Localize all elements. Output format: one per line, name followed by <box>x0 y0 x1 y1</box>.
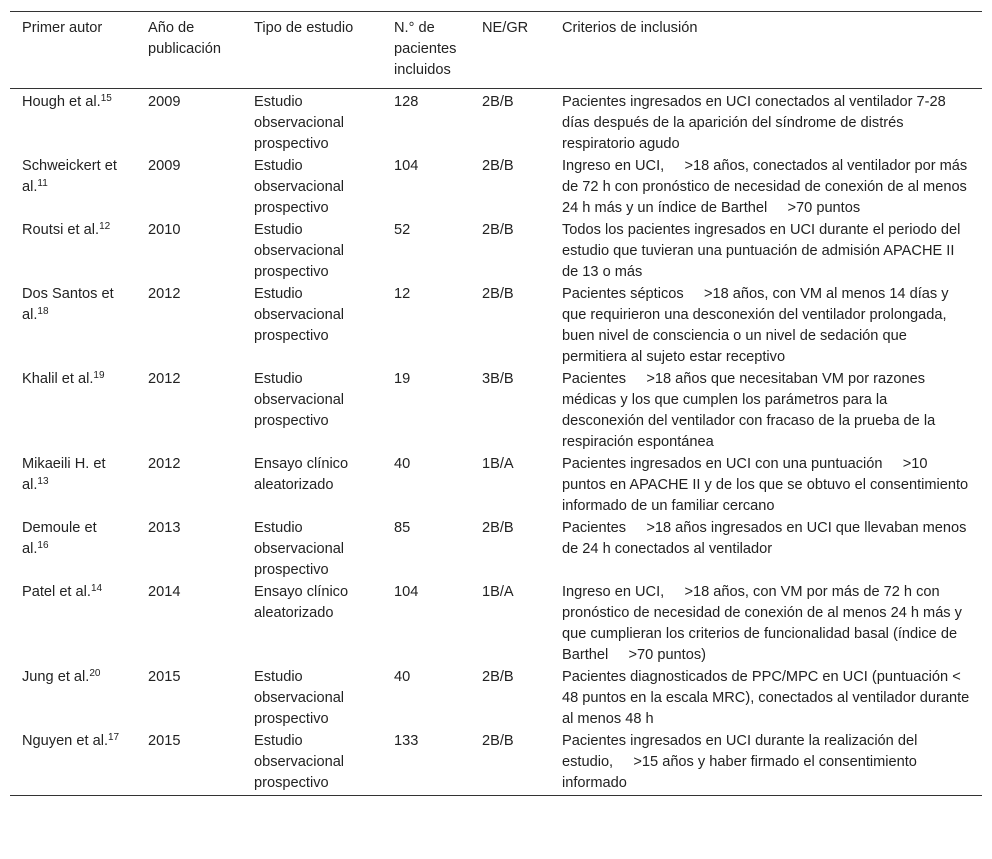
cell-year: 2010 <box>148 222 181 238</box>
cell-level: 2B/B <box>482 669 514 685</box>
reference-number: 13 <box>37 476 49 487</box>
reference-number: 16 <box>37 540 49 551</box>
reference-number: 11 <box>37 178 48 189</box>
cell-year: 2012 <box>148 286 181 302</box>
cell-author <box>10 518 136 582</box>
cell-year: 2012 <box>148 371 181 387</box>
cell-level: 2B/B <box>482 94 514 110</box>
cell-year: 2015 <box>148 733 181 749</box>
reference-number: 17 <box>108 732 120 743</box>
table-row <box>10 731 982 796</box>
cell-patients: 133 <box>394 733 419 749</box>
cell-criteria: Todos los pacientes ingresados en UCI durante el periodo del estudio que tuvieran una puntuación de admisión APACHE II de 13 o más <box>562 222 965 280</box>
cell-year: 2013 <box>148 520 181 536</box>
table-row <box>10 220 982 284</box>
reference-number: 18 <box>37 306 49 317</box>
cell-criteria: Pacientes >18 años que necesitaban VM por razones médicas y los que cumplen los parámetros para la desconexión del ventilador con fracaso de la prueba de la respiración espontánea <box>562 371 940 450</box>
cell-author <box>10 667 136 731</box>
cell-study-type: Estudio observacional prospectivo <box>254 286 345 344</box>
cell-level: 1B/A <box>482 456 514 472</box>
studies-table <box>10 11 982 796</box>
cell-level: 2B/B <box>482 520 514 536</box>
cell-criteria: Pacientes ingresados en UCI conectados al ventilador 7-28 días después de la aparición del síndrome de distrés respiratorio agudo <box>562 94 950 152</box>
cell-criteria: Pacientes >18 años ingresados en UCI que llevaban menos de 24 h conectados al ventilador <box>562 520 971 557</box>
header-author: Primer autor <box>22 20 103 36</box>
cell-author <box>10 731 136 796</box>
cell-criteria: Pacientes ingresados en UCI con una puntuación >10 puntos en APACHE II y de los que se obtuvo el consentimiento informado de un familiar cercano <box>562 456 973 514</box>
cell-patients: 128 <box>394 94 419 110</box>
author-name: Routsi et al. <box>22 222 100 238</box>
studies-table-wrapper <box>10 11 982 796</box>
author-name: Khalil et al. <box>22 371 94 387</box>
cell-patients: 85 <box>394 520 411 536</box>
table-row <box>10 667 982 731</box>
reference-number: 15 <box>100 93 112 104</box>
reference-number: 12 <box>99 221 111 232</box>
cell-author <box>10 454 136 518</box>
cell-patients: 104 <box>394 158 419 174</box>
reference-number: 19 <box>93 370 105 381</box>
cell-patients: 12 <box>394 286 411 302</box>
cell-study-type: Estudio observacional prospectivo <box>254 94 345 152</box>
author-name: Hough et al. <box>22 94 101 110</box>
header-patients: N.° de pacientes incluidos <box>394 20 457 78</box>
table-row <box>10 518 982 582</box>
cell-study-type: Estudio observacional prospectivo <box>254 733 345 791</box>
header-year: Año de publicación <box>148 20 222 57</box>
cell-criteria: Ingreso en UCI, >18 años, con VM por más de 72 h con pronóstico de necesidad de conexión de al menos 24 h más y que cumplieran los criterios de funcionalidad basal (índice de Barthel >70 puntos) <box>562 584 967 663</box>
author-name: Dos Santos et al. <box>22 286 114 323</box>
table-row <box>10 454 982 518</box>
table-row <box>10 284 982 369</box>
cell-criteria: Pacientes ingresados en UCI durante la realización del estudio, >15 años y haber firmado el consentimiento informado <box>562 733 922 791</box>
cell-year: 2015 <box>148 669 181 685</box>
cell-year: 2009 <box>148 158 181 174</box>
cell-year: 2014 <box>148 584 181 600</box>
author-name: Patel et al. <box>22 584 91 600</box>
reference-number: 14 <box>90 583 103 594</box>
cell-criteria: Pacientes diagnosticados de PPC/MPC en UCI (puntuación < 48 puntos en la escala MRC), conectados al ventilador durante al menos 48 h <box>562 669 981 727</box>
cell-level: 2B/B <box>482 158 514 174</box>
author-name: Schweickert et al. <box>22 158 117 195</box>
cell-patients: 40 <box>394 456 411 472</box>
table-row <box>10 582 982 667</box>
cell-level: 3B/B <box>482 371 514 387</box>
cell-author <box>10 156 136 220</box>
header-study-type: Tipo de estudio <box>254 20 354 36</box>
cell-level: 1B/A <box>482 584 514 600</box>
author-name: Jung et al. <box>22 669 90 685</box>
reference-number: 20 <box>89 668 101 679</box>
cell-study-type: Estudio observacional prospectivo <box>254 520 345 578</box>
cell-patients: 40 <box>394 669 411 685</box>
cell-level: 2B/B <box>482 286 514 302</box>
cell-criteria: Ingreso en UCI, >18 años, conectados al ventilador por más de 72 h con pronóstico de necesidad de conexión de al menos 24 h más y un índice de Barthel >70 puntos <box>562 158 972 216</box>
table-row <box>10 369 982 454</box>
cell-author <box>10 582 136 667</box>
cell-criteria: Pacientes sépticos >18 años, con VM al menos 14 días y que requirieron una desconexión del ventilador prolongada, buen nivel de consciencia o un nivel de sedación que permitiera al sujeto estar receptivo <box>562 286 953 365</box>
cell-year: 2012 <box>148 456 181 472</box>
cell-patients: 52 <box>394 222 411 238</box>
author-name: Demoule et al. <box>22 520 97 557</box>
header-level: NE/GR <box>482 20 529 36</box>
author-name: Mikaeili H. et al. <box>22 456 106 493</box>
header-criteria: Criterios de inclusión <box>562 20 698 36</box>
cell-author <box>10 369 136 454</box>
cell-study-type: Estudio observacional prospectivo <box>254 669 345 727</box>
cell-year: 2009 <box>148 94 181 110</box>
cell-author <box>10 284 136 369</box>
cell-author <box>10 89 136 157</box>
table-header-row <box>10 12 982 89</box>
cell-study-type: Ensayo clínico aleatorizado <box>254 456 349 493</box>
cell-study-type: Estudio observacional prospectivo <box>254 371 345 429</box>
cell-author <box>10 220 136 284</box>
cell-patients: 19 <box>394 371 411 387</box>
cell-level: 2B/B <box>482 733 514 749</box>
table-row <box>10 156 982 220</box>
author-name: Nguyen et al. <box>22 733 108 749</box>
cell-patients: 104 <box>394 584 419 600</box>
table-row <box>10 89 982 157</box>
cell-study-type: Ensayo clínico aleatorizado <box>254 584 349 621</box>
cell-study-type: Estudio observacional prospectivo <box>254 222 345 280</box>
cell-level: 2B/B <box>482 222 514 238</box>
cell-study-type: Estudio observacional prospectivo <box>254 158 345 216</box>
